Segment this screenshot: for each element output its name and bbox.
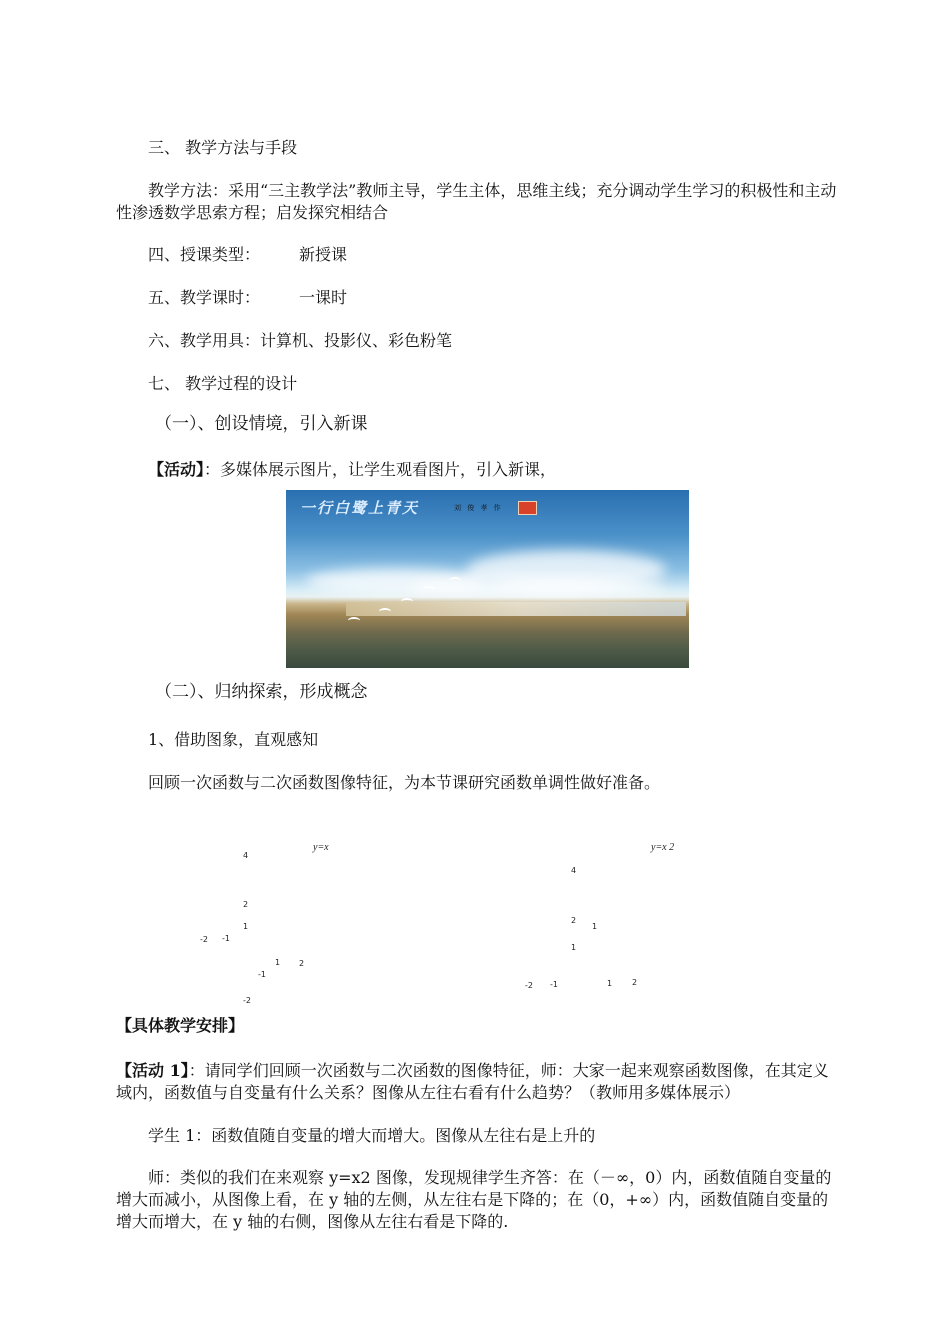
lesson-type-label: 四、授课类型： xyxy=(148,245,261,264)
method-heading: 三、 教学方法与手段 xyxy=(148,138,298,157)
graph-quadratic-label: y=x 2 xyxy=(651,842,675,853)
tick-label: -2 xyxy=(200,935,208,944)
step2-heading: （二）、归纳探索，形成概念 xyxy=(155,682,368,702)
student1-line: 学生 1：函数值随自变量的增大而增大。图像从左往右是上升的 xyxy=(148,1126,596,1145)
tick-label: 1 xyxy=(592,922,598,931)
lesson-time-label: 五、教学课时： xyxy=(148,288,261,307)
water-strip xyxy=(346,602,686,616)
step1-heading: （一）、创设情境，引入新课 xyxy=(155,414,368,434)
tick-label: 2 xyxy=(243,900,249,909)
tick-label: -1 xyxy=(222,934,230,943)
egret-bird xyxy=(449,577,461,584)
tick-label: -1 xyxy=(550,980,558,989)
egret-bird xyxy=(348,617,360,624)
tick-label: 2 xyxy=(632,978,638,987)
egret-bird xyxy=(423,586,435,593)
activity-text: ：多媒体展示图片，让学生观看图片，引入新课， xyxy=(204,460,557,479)
egret-landscape-photo xyxy=(286,490,689,668)
red-seal-stamp xyxy=(518,501,537,515)
tick-label: -2 xyxy=(525,981,533,990)
tick-label: 2 xyxy=(571,916,577,925)
tick-label: -2 xyxy=(243,996,251,1005)
cloud xyxy=(406,578,666,598)
tick-label: 1 xyxy=(571,943,577,952)
teacher-paragraph: 师：类似的我们在来观察 y=x2 图像，发现规律学生齐答：在（－∞，0）内，函数值随自变量的增大而减小，从图像上看，在 y 轴的左侧，从左往右是下降的；在（0，+∞）内，函数值随自变量的增大而增大，在 y 轴的右侧，图像从左往右看是下降的. xyxy=(116,1168,832,1231)
lesson-type-value: 新授课 xyxy=(299,245,348,264)
method-body: 教学方法：采用“三主教学法”教师主导，学生主体，思维主线；充分调动学生学习的积极性和主动性渗透数学思索方程；启发探究相结合 xyxy=(116,181,837,222)
egret-bird xyxy=(379,608,391,615)
process-heading: 七、 教学过程的设计 xyxy=(148,374,298,393)
tick-label: 4 xyxy=(243,851,249,860)
activity1-paragraph xyxy=(116,1060,840,1104)
tick-label: 1 xyxy=(607,979,613,988)
tick-label: -1 xyxy=(258,970,266,979)
activity-label: 【活动】 xyxy=(148,460,205,479)
activity-line xyxy=(148,459,556,481)
tick-label: 1 xyxy=(275,958,281,967)
tick-label: 4 xyxy=(571,866,577,875)
review-line: 回顾一次函数与二次函数图像特征，为本节课研究函数单调性做好准备。 xyxy=(148,773,661,792)
tools-line: 六、教学用具：计算机、投影仪、彩色粉笔 xyxy=(148,331,453,350)
tick-label: 1 xyxy=(243,922,249,931)
arrangement-heading: 【具体教学安排】 xyxy=(116,1016,245,1035)
egret-bird xyxy=(401,598,413,605)
tick-label: 2 xyxy=(299,959,305,968)
lesson-time-value: 一课时 xyxy=(299,288,348,307)
graph-linear-label: y=x xyxy=(313,842,329,853)
activity1-label: 【活动 1】 xyxy=(116,1061,189,1080)
activity1-text: ：请同学们回顾一次函数与二次函数的图像特征，师：大家一起来观察函数图像，在其定义域内，函数值与自变量有什么关系？图像从左往右看有什么趋势？（教师用多媒体展示） xyxy=(116,1061,829,1102)
photo-caption: 一行白鹭上青天 xyxy=(300,499,420,517)
subheading-1: 1、借助图象，直观感知 xyxy=(148,730,319,749)
photo-credit: 刘 俊 孝 作 xyxy=(454,504,503,512)
